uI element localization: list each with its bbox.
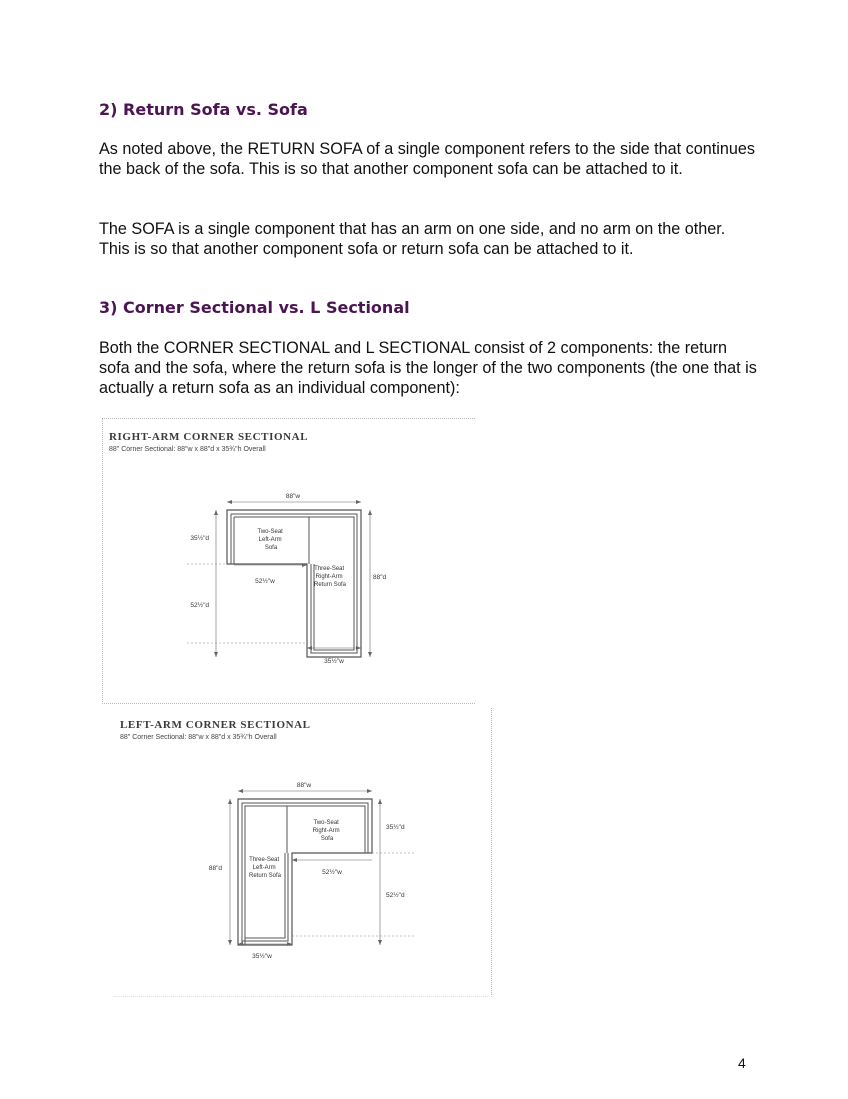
dim-sofa-width: 52½"w [255,578,275,585]
dim-return-depth: 52½"d [386,892,405,899]
figure-subtitle: 88" Corner Sectional: 88"w x 88"d x 35¾"h Overall [109,446,266,453]
figure-title: RIGHT-ARM CORNER SECTIONAL [109,431,309,443]
section-3-heading: 3) Corner Sectional vs. L Sectional [99,298,410,317]
return-sofa-label: Three-Seat Right-Arm Return Sofa [313,566,347,588]
dim-overall-depth: 88"d [373,574,387,581]
dim-sofa-width: 52½"w [322,869,342,876]
figure-title: LEFT-ARM CORNER SECTIONAL [120,719,311,731]
dim-overall-width: 88"w [285,493,301,500]
left-arm-sectional-diagram [114,708,491,996]
dim-overall-depth: 88"d [208,865,222,872]
right-arm-corner-sectional-figure [102,418,475,704]
dim-return-depth: 52½"d [190,602,209,609]
section-2-paragraph-2: The SOFA is a single component that has an arm on one side, and no arm on the other. This is so that another component sofa or return sofa can be attached to it. [99,220,726,258]
dim-sofa-depth: 35½"d [386,824,405,831]
left-arm-corner-sectional-figure [114,708,492,997]
right-arm-sectional-diagram [103,419,475,703]
page-number: 4 [738,1055,746,1071]
section-3-paragraph-1: Both the CORNER SECTIONAL and L SECTIONAL consist of 2 components: the return sofa and the sofa, where the return sofa is the longer of the two components (the one that is actually a return sofa as an individual component): [99,339,757,397]
sofa-label: Two-Seat Left-Arm Sofa [257,529,283,551]
sofa-label: Two-Seat Right-Arm Sofa [312,820,340,842]
figure-subtitle: 88" Corner Sectional: 88"w x 88"d x 35¾"h Overall [120,734,277,741]
dim-return-width: 35½"w [252,953,272,960]
sectional-outline [238,799,372,945]
dim-sofa-depth: 35½"d [190,535,209,542]
section-2-heading: 2) Return Sofa vs. Sofa [99,100,308,119]
dim-return-width: 35½"w [324,658,344,665]
return-sofa-label: Three-Seat Left-Arm Return Sofa [248,857,282,879]
section-2-paragraph-1: As noted above, the RETURN SOFA of a single component refers to the side that continues the back of the sofa. This is so that another component sofa can be attached to it. [99,140,755,178]
dim-overall-width: 88"w [296,782,312,789]
